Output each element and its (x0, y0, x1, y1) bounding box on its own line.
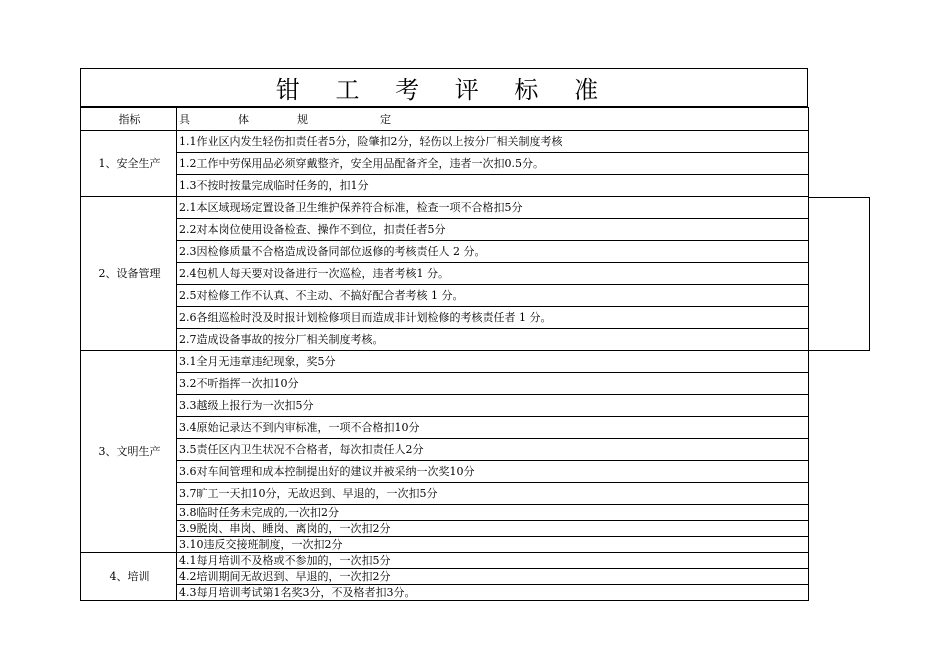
sheet-title: 钳 工 考 评 标 准 (80, 68, 808, 107)
table-row (81, 461, 809, 483)
table-row (81, 483, 809, 505)
table-row (81, 219, 809, 241)
category-cell: 3、文明生产 (81, 351, 177, 553)
header-rules-char: 规 (297, 112, 308, 126)
header-rules (177, 108, 809, 131)
table-row (81, 537, 809, 553)
evaluation-sheet (80, 68, 808, 601)
table-row (81, 351, 809, 373)
table-row (81, 263, 809, 285)
rule-cell: 3.8临时任务未完成的,一次扣2分 (177, 505, 809, 521)
rule-cell: 3.2不听指挥一次扣10分 (177, 373, 809, 395)
table-row (81, 373, 809, 395)
table-row (81, 175, 809, 197)
rule-cell: 1.2工作中劳保用品必须穿戴整齐，安全用品配备齐全，违者一次扣0.5分。 (177, 153, 809, 175)
rule-cell: 3.4原始记录达不到内审标准，一项不合格扣10分 (177, 417, 809, 439)
header-rules-char: 定 (380, 112, 391, 126)
rule-cell: 4.2培训期间无故迟到、早退的，一次扣2分 (177, 569, 809, 585)
table-row (81, 439, 809, 461)
rule-cell: 3.10违反交接班制度，一次扣2分 (177, 537, 809, 553)
table-row (81, 521, 809, 537)
rule-cell: 2.2对本岗位使用设备检查、操作不到位，扣责任者5分 (177, 219, 809, 241)
table-row (81, 153, 809, 175)
table-row (81, 553, 809, 569)
rule-cell: 1.3不按时按量完成临时任务的，扣1分 (177, 175, 809, 197)
rule-cell: 3.6对车间管理和成本控制提出好的建议并被采纳一次奖10分 (177, 461, 809, 483)
rule-cell: 3.3越级上报行为一次扣5分 (177, 395, 809, 417)
sheet-extension-cell (808, 197, 870, 351)
table-row (81, 197, 809, 219)
rules-table (80, 107, 809, 601)
rule-cell: 4.3每月培训考试第1名奖3分，不及格者扣3分。 (177, 585, 809, 601)
category-cell: 4、培训 (81, 553, 177, 601)
header-rules-char: 具 (179, 112, 190, 126)
header-row (81, 108, 809, 131)
table-row (81, 569, 809, 585)
table-row (81, 307, 809, 329)
rule-cell: 3.1全月无违章违纪现象，奖5分 (177, 351, 809, 373)
table-row (81, 417, 809, 439)
rule-cell: 3.9脱岗、串岗、睡岗、离岗的，一次扣2分 (177, 521, 809, 537)
table-row (81, 241, 809, 263)
rule-cell: 2.4包机人每天要对设备进行一次巡检，违者考核1 分。 (177, 263, 809, 285)
rule-cell: 1.1作业区内发生轻伤扣责任者5分，险肇扣2分，轻伤以上按分厂相关制度考核 (177, 131, 809, 153)
rule-cell: 2.7造成设备事故的按分厂相关制度考核。 (177, 329, 809, 351)
rule-cell: 3.5责任区内卫生状况不合格者，每次扣责任人2分 (177, 439, 809, 461)
table-row (81, 131, 809, 153)
table-row (81, 395, 809, 417)
rule-cell: 3.7旷工一天扣10分，无故迟到、早退的，一次扣5分 (177, 483, 809, 505)
header-indicator: 指标 (81, 108, 177, 131)
table-row (81, 329, 809, 351)
table-row (81, 505, 809, 521)
rule-cell: 2.6各组巡检时没及时报计划检修项目而造成非计划检修的考核责任者 1 分。 (177, 307, 809, 329)
table-row (81, 585, 809, 601)
rule-cell: 4.1每月培训不及格或不参加的，一次扣5分 (177, 553, 809, 569)
rule-cell: 2.5对检修工作不认真、不主动、不搞好配合者考核 1 分。 (177, 285, 809, 307)
rule-cell: 2.3因检修质量不合格造成设备同部位返修的考核责任人 2 分。 (177, 241, 809, 263)
header-rules-char: 体 (238, 112, 249, 126)
rule-cell: 2.1本区域现场定置设备卫生维护保养符合标准，检查一项不合格扣5分 (177, 197, 809, 219)
category-cell: 2、设备管理 (81, 197, 177, 351)
table-row (81, 285, 809, 307)
category-cell: 1、安全生产 (81, 131, 177, 197)
